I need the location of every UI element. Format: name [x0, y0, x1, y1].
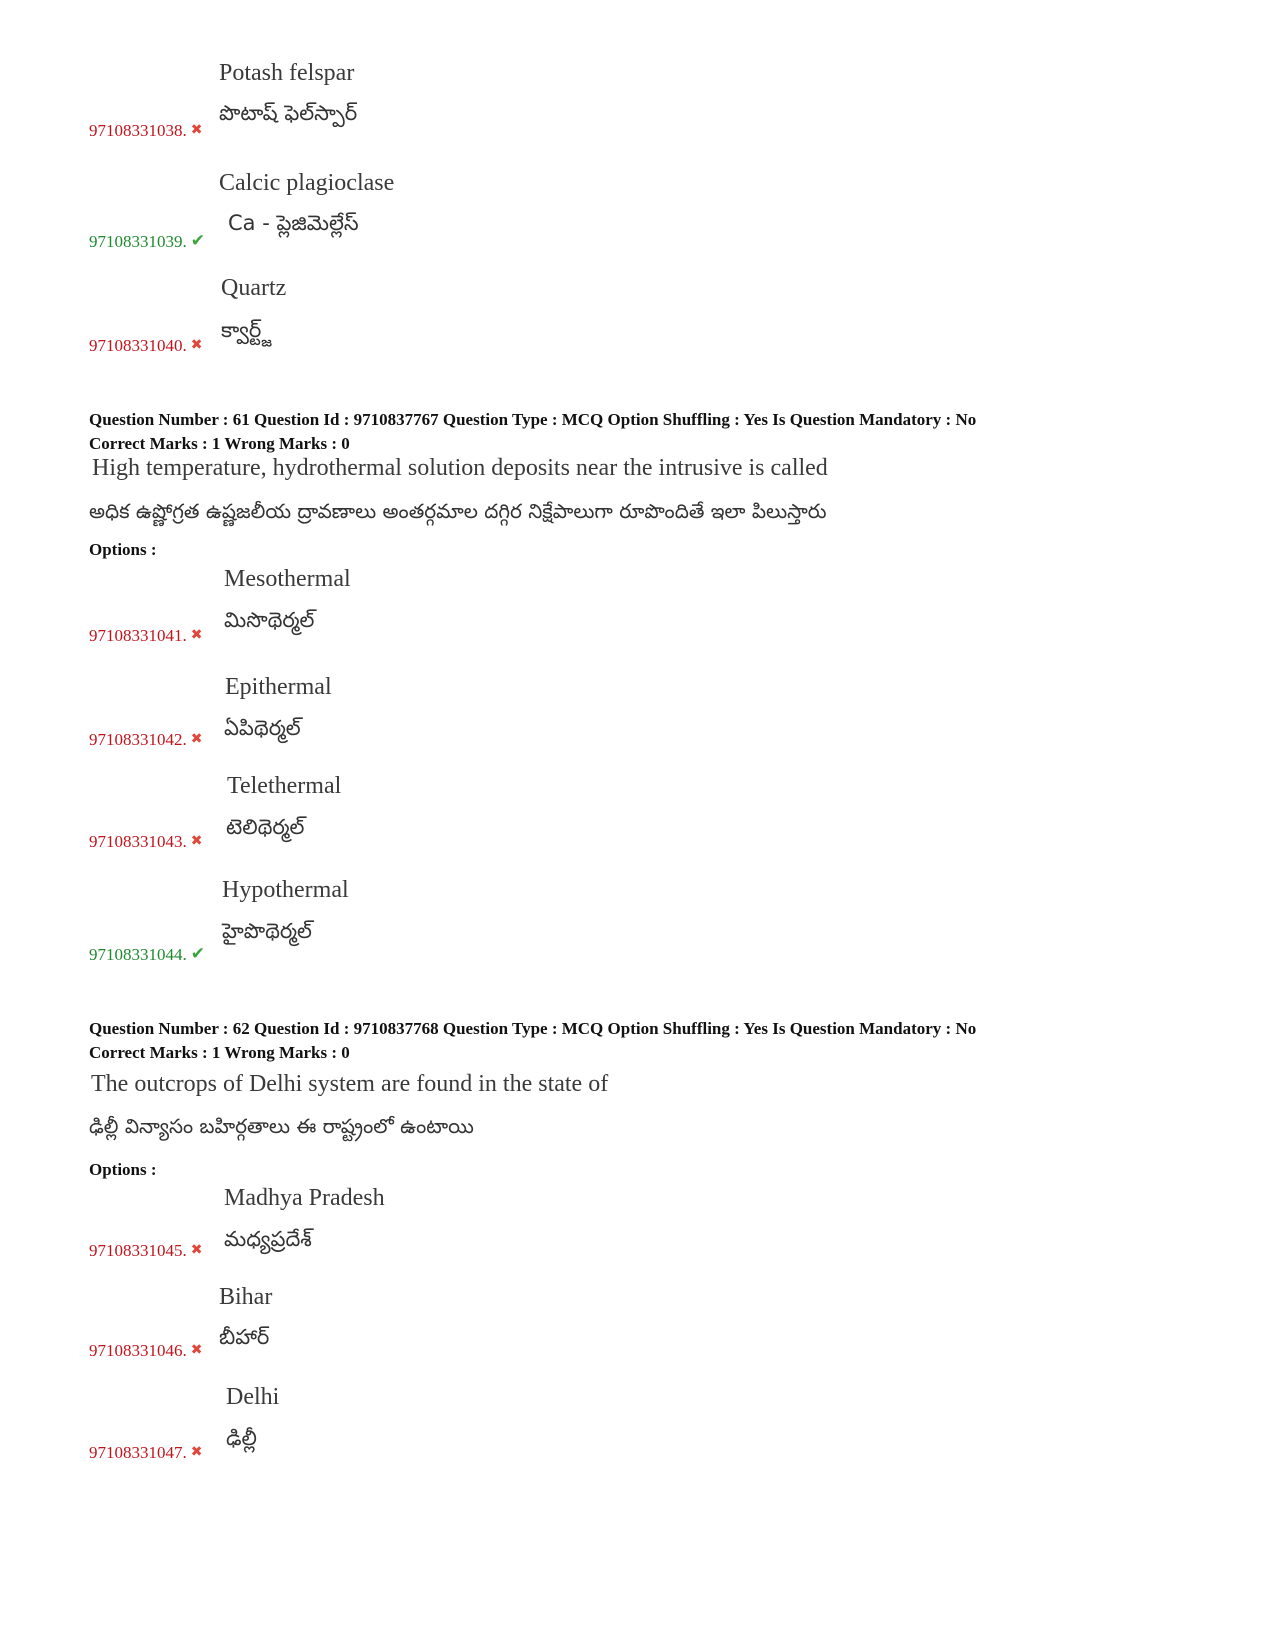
option-telugu: బీహార్ [219, 1325, 270, 1349]
option-id: 97108331038. [89, 121, 187, 140]
option-english: Bihar [219, 1284, 273, 1310]
option-id-row [89, 626, 202, 646]
option-telugu: ఏపిథెర్మల్ [224, 716, 301, 740]
question-marks: Correct Marks : 1 Wrong Marks : 0 [89, 1043, 350, 1062]
option-id-row [89, 730, 202, 750]
option-id: 97108331045. [89, 1241, 187, 1260]
option-telugu: మధ్యప్రదేశ్ [224, 1227, 312, 1251]
option-id-row [89, 231, 205, 252]
cross-icon: ✖ [190, 1342, 203, 1358]
cross-icon: ✖ [190, 627, 203, 643]
option-english: Delhi [226, 1384, 280, 1410]
option-telugu: Ca - ప్లెజిమెల్లేస్ [228, 211, 359, 235]
option-telugu: హైపొథెర్మల్ [222, 919, 312, 943]
option-id-row [89, 1341, 202, 1361]
question-marks: Correct Marks : 1 Wrong Marks : 0 [89, 434, 350, 453]
option-id-row [89, 121, 202, 141]
option-english: Calcic plagioclase [219, 170, 395, 196]
option-telugu: టెలిథెర్మల్ [226, 815, 305, 839]
option-id-row [89, 832, 202, 852]
option-id: 97108331039. [89, 232, 187, 251]
option-id-row [89, 944, 205, 965]
option-id-row [89, 1443, 202, 1463]
question-text-telugu: అధిక ఉష్ణోగ్రత ఉష్ణజలీయ ద్రావణాలు అంతర్గమాల దగ్గిర నిక్షేపాలుగా రూపొందితే ఇలా పిలుస్తారు [89, 499, 827, 523]
option-id: 97108331044. [89, 945, 187, 964]
option-id: 97108331043. [89, 832, 187, 851]
cross-icon: ✖ [190, 337, 203, 353]
option-telugu: పొటాష్ ఫెల్‌స్పార్ [219, 101, 358, 125]
option-english: Hypothermal [222, 877, 349, 903]
option-id: 97108331042. [89, 730, 187, 749]
question-text-telugu: ఢిల్లీ విన్యాసం బహిర్గతాలు ఈ రాష్ట్రంలో ఉంటాయి [89, 1114, 474, 1138]
option-id-row [89, 1241, 202, 1261]
cross-icon: ✖ [190, 1444, 203, 1460]
question-header: Question Number : 62 Question Id : 9710837768 Question Type : MCQ Option Shuffling : Yes Is Question Mandatory : No [89, 1019, 977, 1038]
option-english: Epithermal [225, 674, 332, 700]
option-id: 97108331040. [89, 336, 187, 355]
option-id: 97108331041. [89, 626, 187, 645]
option-telugu: క్వార్ట్జ్ [221, 318, 272, 342]
option-id: 97108331047. [89, 1443, 187, 1462]
option-id-row [89, 336, 202, 356]
option-english: Potash felspar [219, 60, 355, 86]
option-english: Telethermal [227, 773, 342, 799]
check-icon: ✔ [190, 231, 205, 251]
option-id: 97108331046. [89, 1341, 187, 1360]
cross-icon: ✖ [190, 833, 203, 849]
question-text-english: High temperature, hydrothermal solution deposits near the intrusive is called [92, 455, 828, 481]
option-english: Madhya Pradesh [224, 1185, 385, 1211]
option-telugu: మిసొథెర్మల్ [224, 608, 315, 632]
cross-icon: ✖ [190, 122, 203, 138]
question-header: Question Number : 61 Question Id : 9710837767 Question Type : MCQ Option Shuffling : Yes Is Question Mandatory : No [89, 410, 977, 429]
options-label: Options : [89, 1160, 157, 1179]
option-english: Quartz [221, 275, 287, 301]
check-icon: ✔ [190, 944, 205, 964]
question-text-english: The outcrops of Delhi system are found in the state of [91, 1071, 609, 1097]
option-telugu: ఢిల్లీ [226, 1426, 257, 1450]
cross-icon: ✖ [190, 731, 203, 747]
option-english: Mesothermal [224, 566, 351, 592]
options-label: Options : [89, 540, 157, 559]
cross-icon: ✖ [190, 1242, 203, 1258]
